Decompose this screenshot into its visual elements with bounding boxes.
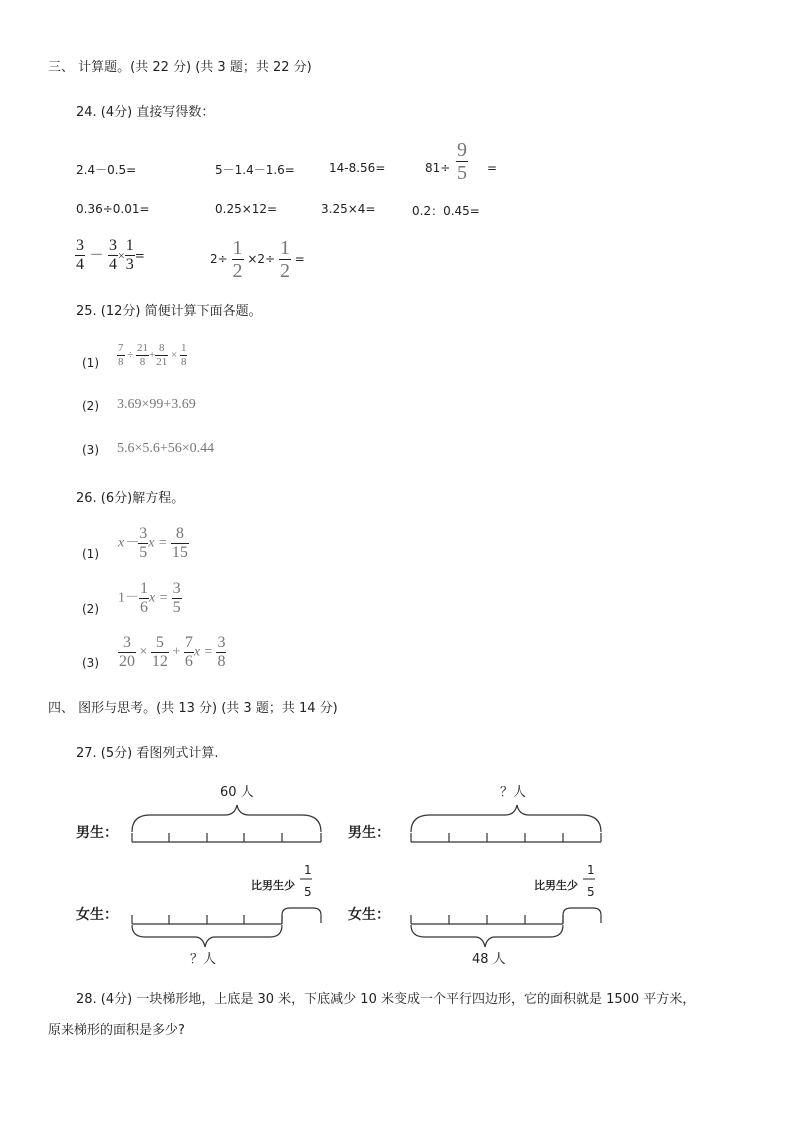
right-diff-brace (563, 908, 601, 923)
q27-title: 27. (5分) 看图列式计算. (76, 746, 219, 761)
left-diff-num: 1 (304, 863, 312, 877)
section-4-title: 四、 图形与思考。(共 13 分) (共 3 题；共 14 分) (48, 701, 338, 716)
right-diff-label: 比男生少 (534, 879, 578, 892)
right-top-label: ？人 (500, 785, 527, 800)
q24-r1-a: 2.4－0.5= (76, 163, 137, 177)
right-bottom-label: 48 人 (472, 952, 506, 967)
q24-r3-left: $\frac{3}{4}$ － $\frac{3}{4}$ × $\frac{1}{3}$ = (76, 237, 145, 273)
q25-3-label: (3) (82, 443, 99, 457)
q25-title: 25. (12分) 简便计算下面各题。 (76, 304, 262, 319)
left-bottom-label: ？人 (190, 952, 217, 967)
left-bottom-brace (132, 925, 282, 947)
q26-2-label: (2) (82, 602, 99, 616)
q28-line1: 28. (4分) 一块梯形地，上底是 30 米，下底减少 10 米变成一个平行四边形，它的面积就是 1500 平方米， (76, 992, 696, 1007)
q26-2-expr: 1－ $\frac{1}{6}$ x = $\frac{3}{5}$ (118, 580, 181, 616)
q24-r3-right: 2÷ $\frac{1}{2}$ ×2÷ $\frac{1}{2}$ = (210, 237, 305, 282)
q25-1-label: (1) (82, 356, 99, 370)
q25-2-expr: 3.69×99+3.69 (117, 397, 196, 412)
q25-3-expr: 5.6×5.6+56×0.44 (117, 441, 215, 456)
q24-r2-c: 3.25×4= (321, 202, 376, 216)
q26-title: 26. (6分)解方程。 (76, 491, 185, 506)
q24-r1-c: 14-8.56= (329, 161, 386, 175)
q26-1-expr: x－ $\frac{3}{5}$ x = $\frac{8}{15}$ (118, 525, 188, 561)
left-diff-label: 比男生少 (251, 879, 295, 892)
q26-3-expr: $\frac{3}{20}$ × $\frac{5}{12}$ + $\frac{7}{6}$ x = $\frac{3}{8}$ (119, 634, 226, 670)
q24-r1-frac: $\frac{9}{5}$ (457, 139, 467, 184)
right-diff-den: 5 (587, 885, 595, 899)
left-diff-brace (282, 908, 321, 923)
q26-3-label: (3) (82, 656, 99, 670)
q24-r2-d: 0.2：0.45= (412, 204, 480, 218)
q24-r1-d: 81÷ (425, 161, 451, 175)
left-diff-den: 5 (304, 885, 312, 899)
q24-r2-b: 0.25×12= (215, 202, 278, 216)
left-girls-label: 女生： (76, 907, 118, 923)
left-top-brace (132, 805, 321, 832)
right-bottom-brace (411, 925, 563, 947)
q27-diagram (70, 775, 630, 970)
q26-1-label: (1) (82, 547, 99, 561)
q24-r1-eq: = (487, 161, 498, 175)
right-boys-label: 男生： (348, 825, 390, 841)
q25-1-expr: $\frac{7}{8}$ ÷ $\frac{21}{8}$ + $\frac{8}{21}$ × $\frac{1}{8}$ (118, 342, 187, 368)
left-boys-label: 男生： (76, 825, 118, 841)
right-top-brace (411, 805, 601, 832)
section-3-title: 三、 计算题。(共 22 分) (共 3 题；共 22 分) (48, 60, 312, 75)
q24-r1-b: 5－1.4－1.6= (215, 163, 295, 177)
q24-r2-a: 0.36÷0.01= (76, 202, 150, 216)
left-top-label: 60 人 (220, 785, 254, 800)
q28-line2: 原来梯形的面积是多少? (48, 1023, 185, 1038)
q25-2-label: (2) (82, 399, 99, 413)
right-girls-label: 女生： (348, 907, 390, 923)
right-diff-num: 1 (587, 863, 595, 877)
q24-title: 24. (4分) 直接写得数： (76, 105, 215, 120)
